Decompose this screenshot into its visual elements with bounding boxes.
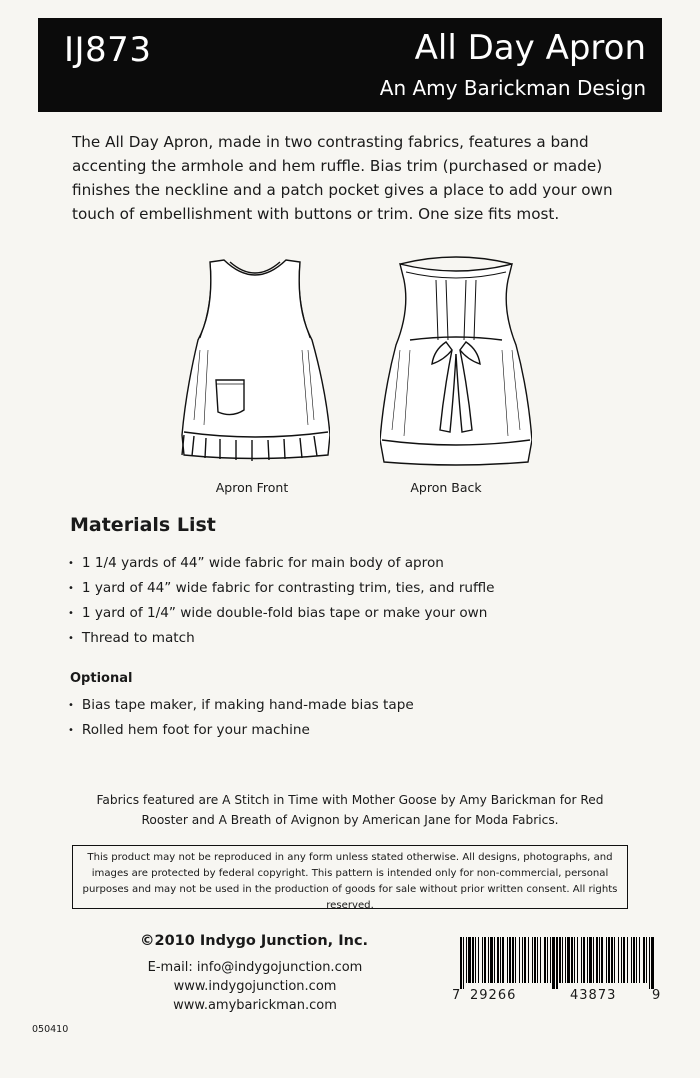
contact-email[interactable]: E-mail: info@indygojunction.com bbox=[147, 960, 363, 975]
barcode-lead-digit: 7 bbox=[452, 988, 461, 1003]
optional-heading: Optional bbox=[70, 671, 133, 686]
website-link[interactable]: www.amybarickman.com bbox=[173, 998, 337, 1013]
fabrics-note: Fabrics featured are A Stitch in Time with Mother Goose by Amy Barickman for Red Rooster and A Breath of Avignon by American Jane for Moda Fabrics. bbox=[96, 793, 604, 827]
list-item: • Rolled hem foot for your machine bbox=[68, 718, 414, 743]
list-item: • 1 yard of 1/4” wide double-fold bias tape or make your own bbox=[68, 601, 495, 626]
list-item: • Bias tape maker, if making hand-made bias tape bbox=[68, 693, 414, 718]
pattern-code: IJ873 bbox=[64, 30, 152, 70]
batch-number: 050410 bbox=[32, 1024, 69, 1035]
header-banner bbox=[38, 18, 662, 112]
list-item: • Thread to match bbox=[68, 626, 495, 651]
copyright-notice-box: This product may not be reproduced in any form unless stated otherwise. All designs, photographs, and images are protected by federal copyright. This pattern is intended only for non-commercial, personal purposes and may not be used in the production of goods for sale without prior written consent. All rights reserved. bbox=[72, 845, 628, 909]
barcode-check-digit: 9 bbox=[652, 988, 661, 1003]
materials-list bbox=[68, 551, 495, 651]
optional-list bbox=[68, 693, 414, 743]
intro-paragraph: The All Day Apron, made in two contrasting fabrics, features a band accenting the armhole and hem ruffle. Bias trim (purchased or made) finishes the neckline and a patch pocket gives a place to add your own touch of embellishment with buttons or trim. One size fits most. bbox=[72, 133, 613, 223]
apron-front-illustration bbox=[180, 250, 330, 470]
designer-credit: An Amy Barickman Design bbox=[379, 76, 646, 100]
apron-back-caption: Apron Back bbox=[410, 480, 482, 495]
copyright-line: ©2010 Indygo Junction, Inc. bbox=[140, 933, 369, 949]
barcode bbox=[454, 937, 660, 989]
materials-heading: Materials List bbox=[70, 514, 216, 536]
pattern-title: All Day Apron bbox=[414, 28, 646, 68]
barcode-right-digits: 43873 bbox=[570, 988, 617, 1003]
list-item: • 1 yard of 44” wide fabric for contrasting trim, ties, and ruffle bbox=[68, 576, 495, 601]
website-link[interactable]: www.indygojunction.com bbox=[173, 979, 337, 994]
apron-back-illustration bbox=[380, 250, 532, 472]
list-item: • 1 1/4 yards of 44” wide fabric for main body of apron bbox=[68, 551, 495, 576]
barcode-left-digits: 29266 bbox=[470, 988, 517, 1003]
apron-front-caption: Apron Front bbox=[215, 480, 289, 495]
